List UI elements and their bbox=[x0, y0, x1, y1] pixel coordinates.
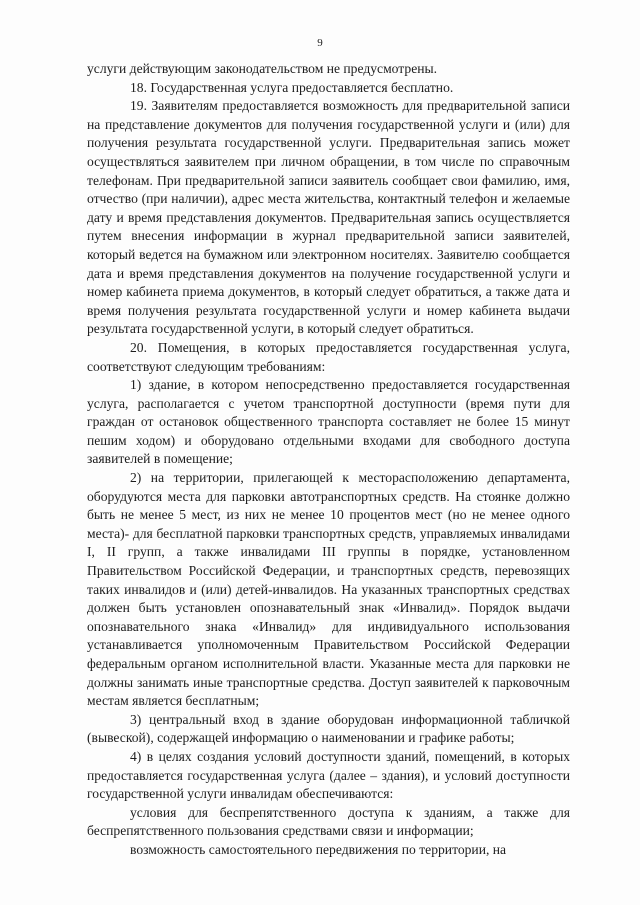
paragraph: возможность самостоятельного передвижения по территории, на bbox=[130, 841, 507, 857]
paragraph: 20. Помещения, в которых предоставляется государственная услуга, соответствуют следующим требованиям: bbox=[87, 339, 570, 374]
paragraph: условия для беспрепятственного доступа к зданиям, а также для беспрепятственного пользования средствами связи и информации; bbox=[87, 804, 570, 839]
paragraph: 4) в целях создания условий доступности зданий, помещений, в которых предоставляется государственная услуга (далее – здания), и условий доступности государственной услуги инвалидам обеспечиваются: bbox=[87, 748, 570, 802]
paragraph: 2) на территории, прилегающей к месторасположению департамента, оборудуются места для парковки автотранспортных средств. На стоянке должно быть не менее 5 мест, из них не менее 10 процентов мест (но не менее одного места)- для бесплатной парковки транспортных средств, управляемых инвалидами I, II групп, а также инвалидами III группы в порядке, установленном Правительством Российской Федерации, и транспортных средств, перевозящих таких инвалидов и (или) детей-инвалидов. На указанных транспортных средствах должен быть установлен опознавательный знак «Инвалид». Порядок выдачи опознавательного знака «Инвалид» для индивидуального использования устанавливается уполномоченным Правительством Российской Федерации федеральным органом исполнительной власти. Указанные места для парковки не должны занимать иные транспортные средства. Доступ заявителей к парковочным местам является бесплатным; bbox=[87, 470, 570, 709]
page-number: 9 bbox=[317, 37, 323, 49]
paragraph: 1) здание, в котором непосредственно предоставляется государственная услуга, располагается с учетом транспортной доступности (время пути для граждан от остановок общественного транспорта составляет не более 15 минут пешим ходом) и оборудовано отдельными входами для свободного доступа заявителей в помещение; bbox=[87, 377, 570, 467]
paragraph: услуги действующим законодательством не предусмотрены. bbox=[87, 61, 438, 76]
document-body bbox=[87, 60, 570, 860]
paragraph: 3) центральный вход в здание оборудован информационной табличкой (вывеской), содержащей информацию о наименовании и графике работы; bbox=[87, 711, 570, 746]
paragraph: 18. Государственная услуга предоставляется бесплатно. bbox=[130, 79, 454, 95]
paragraph: 19. Заявителям предоставляется возможность для предварительной записи на представление документов для получения государственной услуги и (или) для получения результата государственной услуги. Предварительная запись может осуществляться заявителем при личном обращении, в том числе по справочным телефонам. При предварительной записи заявитель сообщает свои фамилию, имя, отчество (при наличии), адрес места жительства, контактный телефон и желаемые дату и время представления документов. Предварительная запись осуществляется путем внесения информации в журнал предварительной записи заявителей, который ведется на бумажном или электронном носителях. Заявителю сообщается дата и время представления документов на получение государственной услуги и номер кабинета приема документов, в который следует обратиться, а также дата и время получения результата государственной услуги и номер кабинета выдачи результата государственной услуги, в который следует обратиться. bbox=[87, 98, 570, 337]
